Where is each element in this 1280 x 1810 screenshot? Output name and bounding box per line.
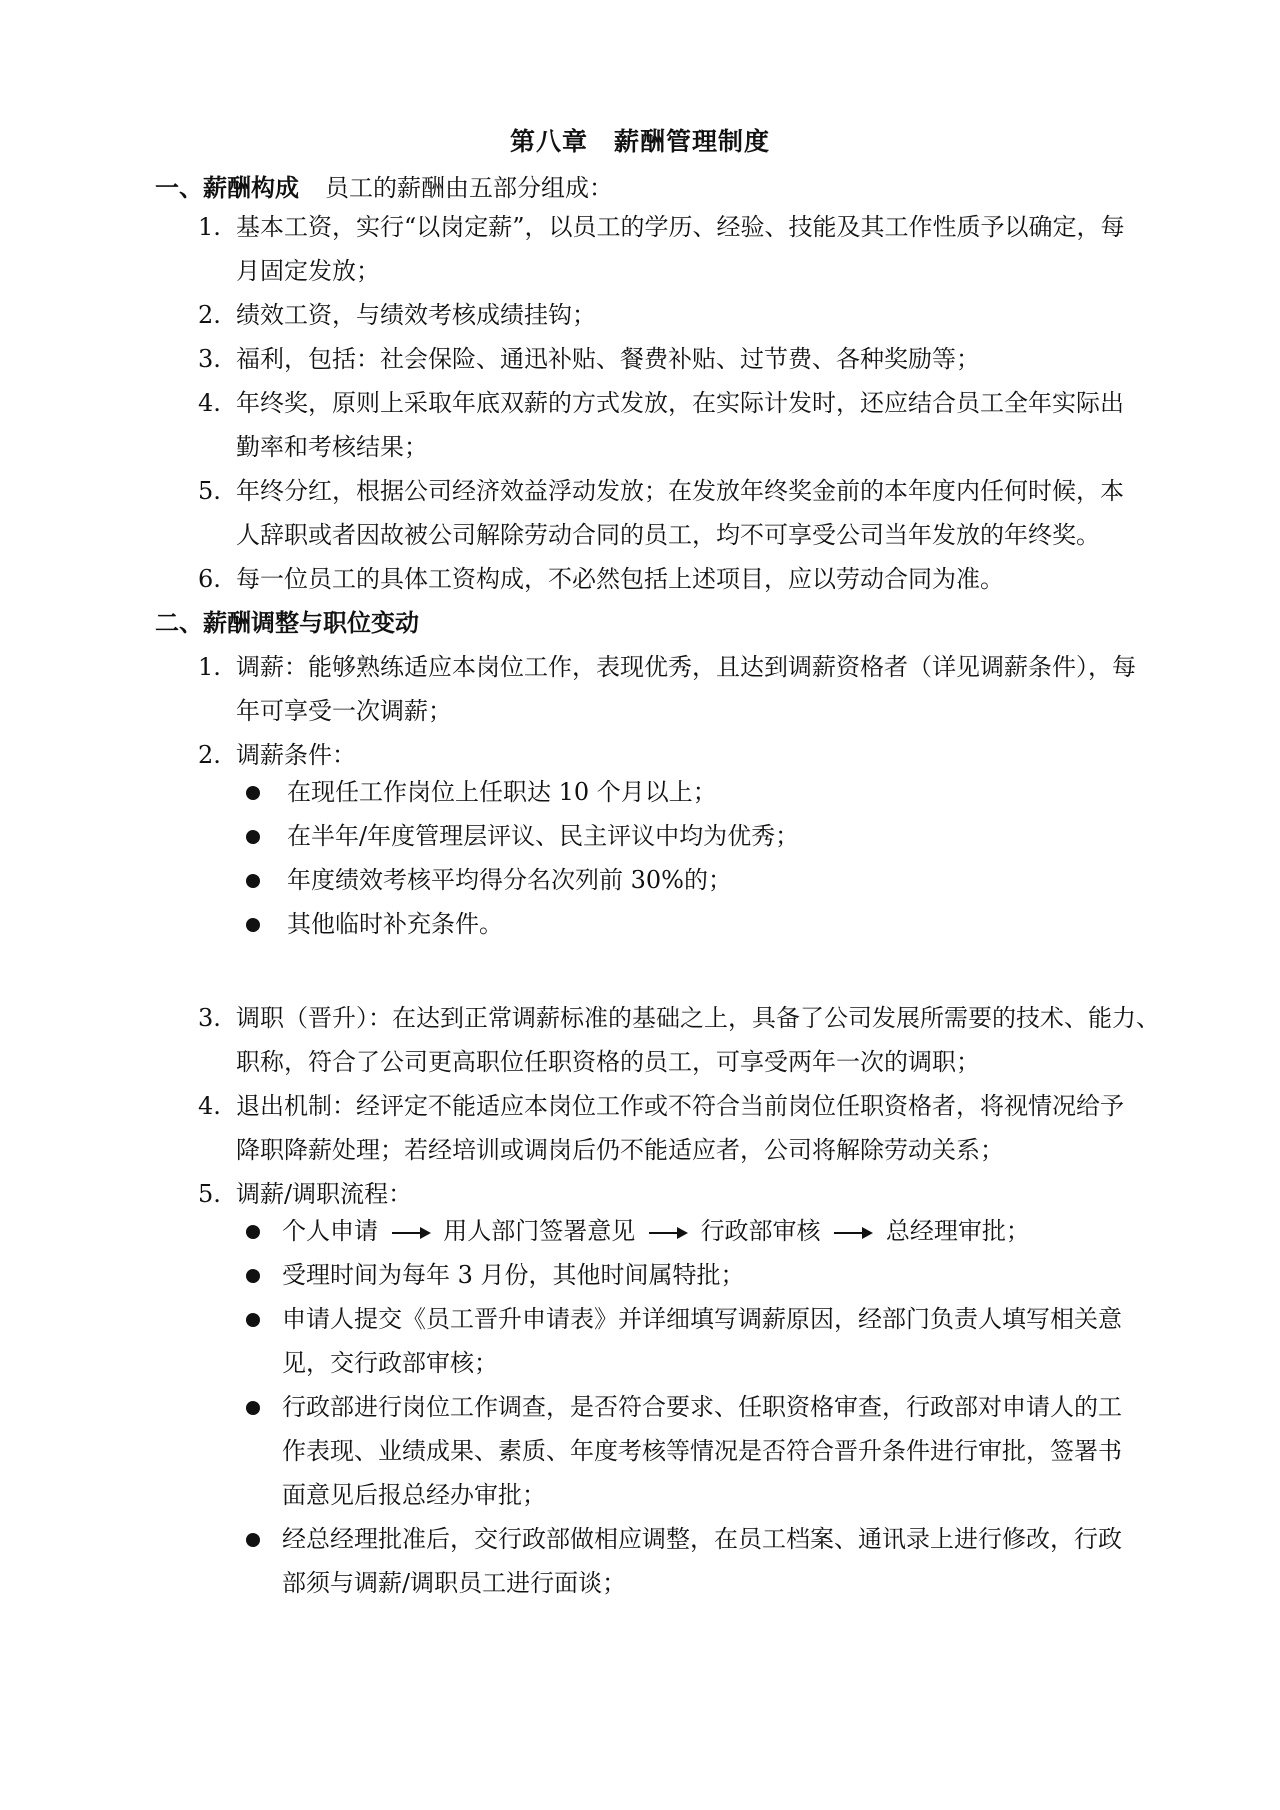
bullet-icon — [246, 874, 260, 888]
s2-item-5-bullet-3-line-3: 面意见后报总经办审批； — [282, 1481, 546, 1509]
s1-item-5-line-2: 人辞职或者因故被公司解除劳动合同的员工，均不可享受公司当年发放的年终奖。 — [236, 521, 1100, 549]
arrow-right-icon — [647, 1226, 689, 1240]
s2-item-3-number: 3. — [198, 1004, 221, 1032]
arrow-right-icon — [832, 1226, 874, 1240]
s2-item-4-line-1: 4. 退出机制：经评定不能适应本岗位工作或不符合当前岗位任职资格者，将视情况给予 — [198, 1092, 1124, 1120]
section-1-heading: 一、薪酬构成 — [155, 173, 299, 202]
s2-item-5-label: 5. 调薪/调职流程： — [198, 1180, 413, 1208]
s2-item-5-bullet-2-line-2: 见，交行政部审核； — [282, 1349, 498, 1377]
flow-step-2: 用人部门签署意见 — [443, 1217, 636, 1245]
flow-step-3: 行政部审核 — [700, 1217, 821, 1245]
bullet-icon — [246, 1225, 260, 1239]
s2-item-4-number: 4. — [198, 1092, 221, 1120]
s2-item-5-bullet-1: 受理时间为每年 3 月份，其他时间属特批； — [282, 1261, 745, 1289]
flow-step-4: 总经理审批； — [885, 1217, 1030, 1245]
s1-item-3: 3. 福利，包括：社会保险、通迅补贴、餐费补贴、过节费、各种奖励等； — [198, 345, 980, 373]
bullet-icon — [246, 1401, 260, 1415]
s2-item-5-bullet-2-line-1: 申请人提交《员工晋升申请表》并详细填写调薪原因，经部门负责人填写相关意 — [282, 1305, 1122, 1333]
s1-item-4-number: 4. — [198, 389, 221, 417]
s2-item-5-bullet-3-line-2: 作表现、业绩成果、素质、年度考核等情况是否符合晋升条件进行审批，签署书 — [282, 1437, 1122, 1465]
bullet-icon — [246, 1313, 260, 1327]
s1-item-6-number: 6. — [198, 565, 221, 593]
s2-item-2-label: 2. 调薪条件： — [198, 741, 356, 769]
arrow-right-icon — [390, 1226, 432, 1240]
s2-item-5-bullet-4-line-2: 部须与调薪/调职员工进行面谈； — [282, 1569, 627, 1597]
process-flow — [282, 1216, 1030, 1246]
s2-item-1-number: 1. — [198, 653, 221, 681]
s2-item-1-line-1: 1. 调薪：能够熟练适应本岗位工作，表现优秀，且达到调薪资格者（详见调薪条件），每 — [198, 653, 1136, 681]
s1-item-1-number: 1. — [198, 213, 221, 241]
s1-item-4-line-2: 勤率和考核结果； — [236, 433, 428, 461]
s2-item-2-bullet-4: 其他临时补充条件。 — [287, 910, 503, 938]
s1-item-4-line-1: 4. 年终奖，原则上采取年底双薪的方式发放，在实际计发时，还应结合员工全年实际出 — [198, 389, 1124, 417]
s1-item-3-number: 3. — [198, 345, 221, 373]
bullet-icon — [246, 1269, 260, 1283]
section-1-header — [155, 173, 613, 203]
s1-item-5-number: 5. — [198, 477, 221, 505]
bullet-icon — [246, 1533, 260, 1547]
s1-item-2-number: 2. — [198, 301, 221, 329]
s2-item-5-number: 5. — [198, 1180, 221, 1208]
s2-item-2-bullet-2: 在半年/年度管理层评议、民主评议中均为优秀； — [287, 822, 800, 850]
s2-item-2-bullet-1: 在现任工作岗位上任职达 10 个月以上； — [287, 778, 717, 806]
s1-item-1-line-1: 1. 基本工资，实行“以岗定薪”，以员工的学历、经验、技能及其工作性质予以确定，每 — [198, 213, 1125, 241]
bullet-icon — [246, 786, 260, 800]
s2-item-4-line-2: 降职降薪处理；若经培训或调岗后仍不能适应者，公司将解除劳动关系； — [236, 1136, 1004, 1164]
s2-item-2-number: 2. — [198, 741, 221, 769]
s1-item-1-line-2: 月固定发放； — [236, 257, 380, 285]
s2-item-5-bullet-4-line-1: 经总经理批准后，交行政部做相应调整，在员工档案、通讯录上进行修改，行政 — [282, 1525, 1122, 1553]
s2-item-1-line-2: 年可享受一次调薪； — [236, 697, 452, 725]
s2-item-3-line-1: 3. 调职（晋升）：在达到正常调薪标准的基础之上，具备了公司发展所需要的技术、能力、 — [198, 1004, 1160, 1032]
bullet-icon — [246, 918, 260, 932]
flow-step-1: 个人申请 — [282, 1217, 378, 1245]
s2-item-5-bullet-3-line-1: 行政部进行岗位工作调查，是否符合要求、任职资格审查，行政部对申请人的工 — [282, 1393, 1122, 1421]
s1-item-6: 6. 每一位员工的具体工资构成，不必然包括上述项目，应以劳动合同为准。 — [198, 565, 1004, 593]
s1-item-5-line-1: 5. 年终分红，根据公司经济效益浮动发放；在发放年终奖金前的本年度内任何时候，本 — [198, 477, 1124, 505]
chapter-title: 第八章 薪酬管理制度 — [509, 127, 770, 156]
s1-item-2: 2. 绩效工资，与绩效考核成绩挂钩； — [198, 301, 596, 329]
section-2-heading: 二、薪酬调整与职位变动 — [155, 608, 419, 637]
bullet-icon — [246, 830, 260, 844]
s2-item-2-bullet-3: 年度绩效考核平均得分名次列前 30%的； — [287, 866, 732, 894]
section-1-intro: 员工的薪酬由五部分组成： — [325, 174, 613, 202]
s2-item-3-line-2: 职称，符合了公司更高职位任职资格的员工，可享受两年一次的调职； — [236, 1048, 980, 1076]
